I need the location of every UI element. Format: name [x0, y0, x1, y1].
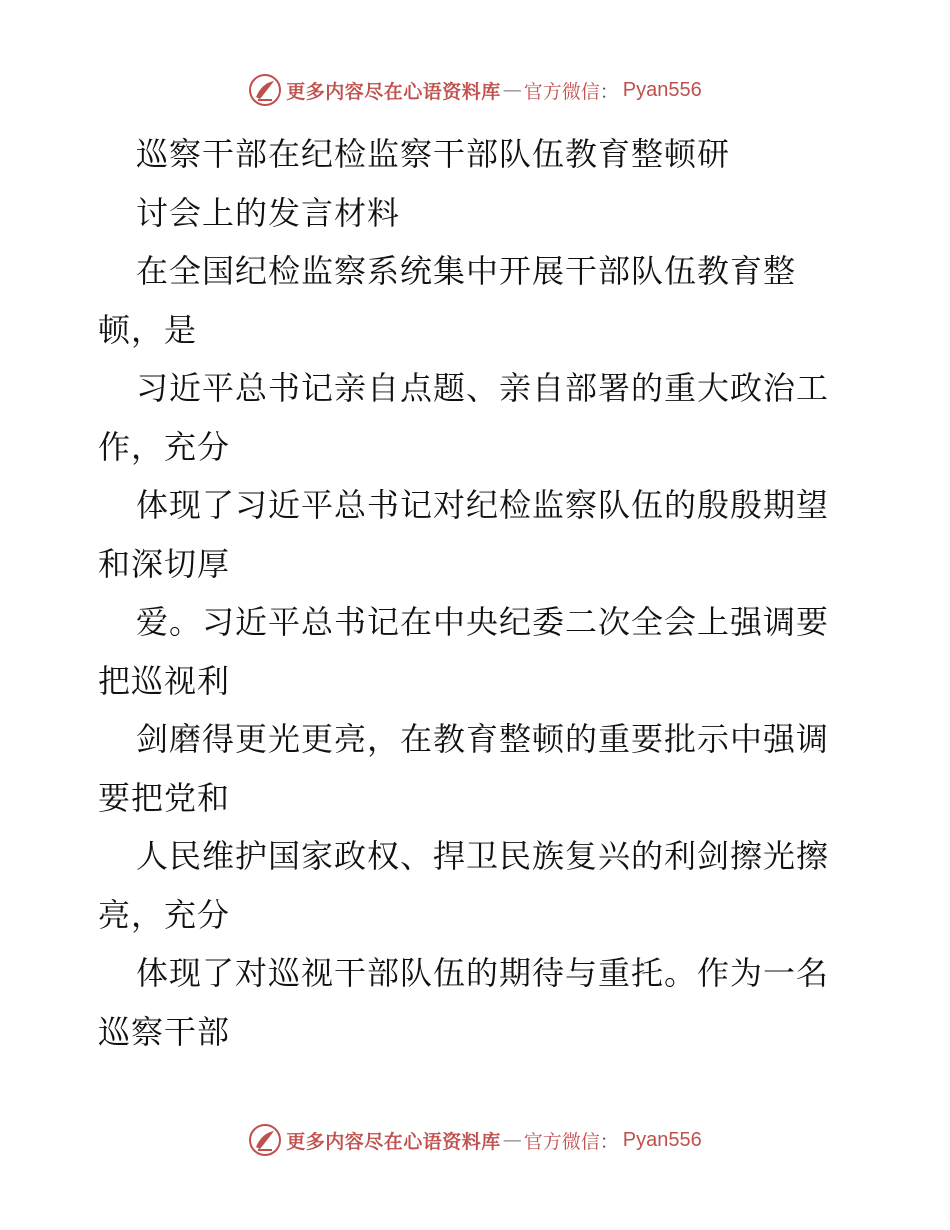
- text-line: 体现了习近平总书记对纪检监察队伍的殷殷期望: [136, 486, 830, 524]
- text-line: 人民维护国家政权、捍卫民族复兴的利剑擦光擦: [136, 837, 830, 875]
- banner-account: Pyan556: [622, 78, 702, 101]
- text-line: 习近平总书记亲自点题、亲自部署的重大政治工: [136, 369, 830, 407]
- text-line: 作，充分: [98, 427, 231, 466]
- banner-colon: ：: [599, 80, 619, 103]
- banner-main-text: 更多内容尽在心语资料库: [286, 1130, 501, 1153]
- text-line: 要把党和: [98, 778, 231, 817]
- text-line: 在全国纪检监察系统集中开展干部队伍教育整: [136, 252, 797, 290]
- text-line: 和深切厚: [98, 544, 231, 583]
- pen-logo-icon: [248, 1123, 282, 1157]
- footer-banner: [0, 1120, 950, 1160]
- banner-sub-text: 官方微信: [523, 1130, 600, 1153]
- banner-colon: ：: [599, 1130, 619, 1153]
- text-line: 剑磨得更光更亮，在教育整顿的重要批示中强调: [136, 720, 830, 758]
- header-banner: [0, 70, 950, 110]
- text-line: 巡察干部: [98, 1012, 231, 1051]
- text-line: 体现了对巡视干部队伍的期待与重托。作为一名: [136, 954, 830, 992]
- text-line: 爱。习近平总书记在中央纪委二次全会上强调要: [136, 603, 830, 641]
- banner-main-text: 更多内容尽在心语资料库: [286, 80, 501, 103]
- pen-logo-icon: [248, 73, 282, 107]
- text-line: 讨会上的发言材料: [136, 193, 401, 232]
- text-line: 把巡视利: [98, 661, 231, 700]
- document-body: [98, 125, 888, 1061]
- text-line: 巡察干部在纪检监察干部队伍教育整顿研: [136, 135, 731, 173]
- text-line: 顿，是: [98, 310, 198, 349]
- banner-account: Pyan556: [622, 1128, 702, 1151]
- banner-dash: —: [502, 1129, 522, 1151]
- banner-sub-text: 官方微信: [523, 80, 600, 103]
- banner-dash: —: [502, 79, 522, 101]
- text-line: 亮，充分: [98, 895, 231, 934]
